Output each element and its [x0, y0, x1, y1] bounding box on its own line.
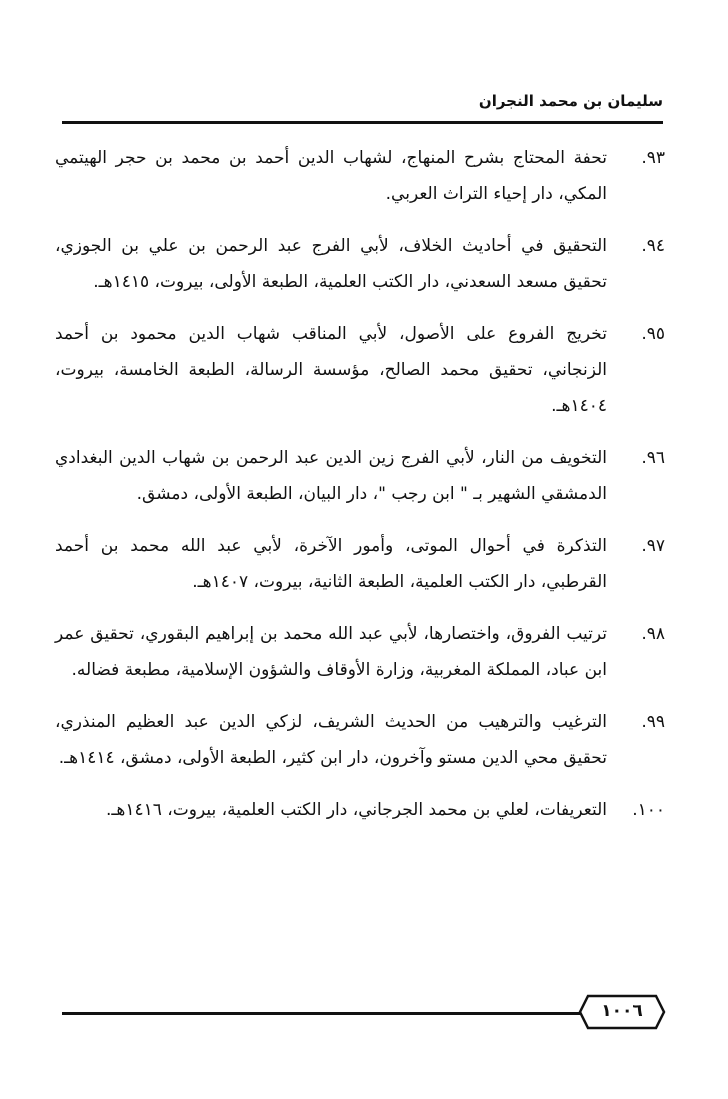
bibliography-entry: [55, 792, 665, 828]
bibliography-entry: [55, 704, 665, 776]
header-rule: [62, 121, 663, 124]
entry-text: الترغيب والترهيب من الحديث الشريف، لزكي الدين عبد العظيم المنذري، تحقيق محي الدين مستو وآخرون، دار ابن كثير، الطبعة الأولى، دمشق، ١٤١٤هـ.: [55, 712, 607, 768]
entry-text: تخريج الفروع على الأصول، لأبي المناقب شهاب الدين محمود بن أحمد الزنجاني، تحقيق محمد الصالح، مؤسسة الرسالة، الطبعة الخامسة، بيروت، ١٤٠٤هـ.: [55, 324, 607, 416]
entry-number: ٩٥.: [641, 324, 665, 344]
entry-text: التحقيق في أحاديث الخلاف، لأبي الفرج عبد الرحمن بن علي بن الجوزي، تحقيق مسعد السعدني، دار الكتب العلمية، الطبعة الأولى، بيروت، ١٤١٥هـ.: [55, 236, 607, 292]
running-header-title: سليمان بن محمد النجران: [478, 92, 663, 110]
entry-number: ٩٣.: [641, 148, 665, 168]
bibliography-entry: [55, 140, 665, 212]
bibliography-entry: [55, 616, 665, 688]
footer-rule: [62, 1012, 582, 1015]
entry-text: التعريفات، لعلي بن محمد الجرجاني، دار الكتب العلمية، بيروت، ١٤١٦هـ.: [105, 800, 607, 820]
entry-number: ٩٨.: [641, 624, 665, 644]
page-header: [62, 84, 663, 124]
entry-text: تحفة المحتاج بشرح المنهاج، لشهاب الدين أحمد بن محمد بن حجر الهيتمي المكي، دار إحياء التراث العربي.: [55, 148, 607, 204]
entry-number: ٩٦.: [641, 448, 665, 468]
entry-text: ترتيب الفروق، واختصارها، لأبي عبد الله محمد بن إبراهيم البقوري، تحقيق عمر ابن عباد، المملكة المغربية، وزارة الأوقاف والشؤون الإسلامية، مطبعة فضاله.: [55, 624, 607, 680]
entry-number: ٩٩.: [641, 712, 665, 732]
entry-text: التخويف من النار، لأبي الفرج زين الدين عبد الرحمن بن شهاب الدين البغدادي الدمشقي الشهير بـ " ابن رجب "، دار البيان، الطبعة الأولى، دمشق.: [55, 448, 607, 504]
page-footer: [62, 993, 665, 1033]
bibliography-entry: [55, 316, 665, 424]
entry-number: ١٠٠.: [632, 800, 665, 820]
page-number: ١٠٠٦: [601, 1001, 643, 1021]
bibliography-list: [55, 140, 665, 844]
entry-number: ٩٤.: [641, 236, 665, 256]
page-number-badge: [578, 994, 666, 1030]
bibliography-entry: [55, 528, 665, 600]
bibliography-entry: [55, 228, 665, 300]
entry-text: التذكرة في أحوال الموتى، وأمور الآخرة، لأبي عبد الله محمد بن أحمد القرطبي، دار الكتب العلمية، الطبعة الثانية، بيروت، ١٤٠٧هـ.: [55, 536, 607, 592]
bibliography-entry: [55, 440, 665, 512]
entry-number: ٩٧.: [641, 536, 665, 556]
